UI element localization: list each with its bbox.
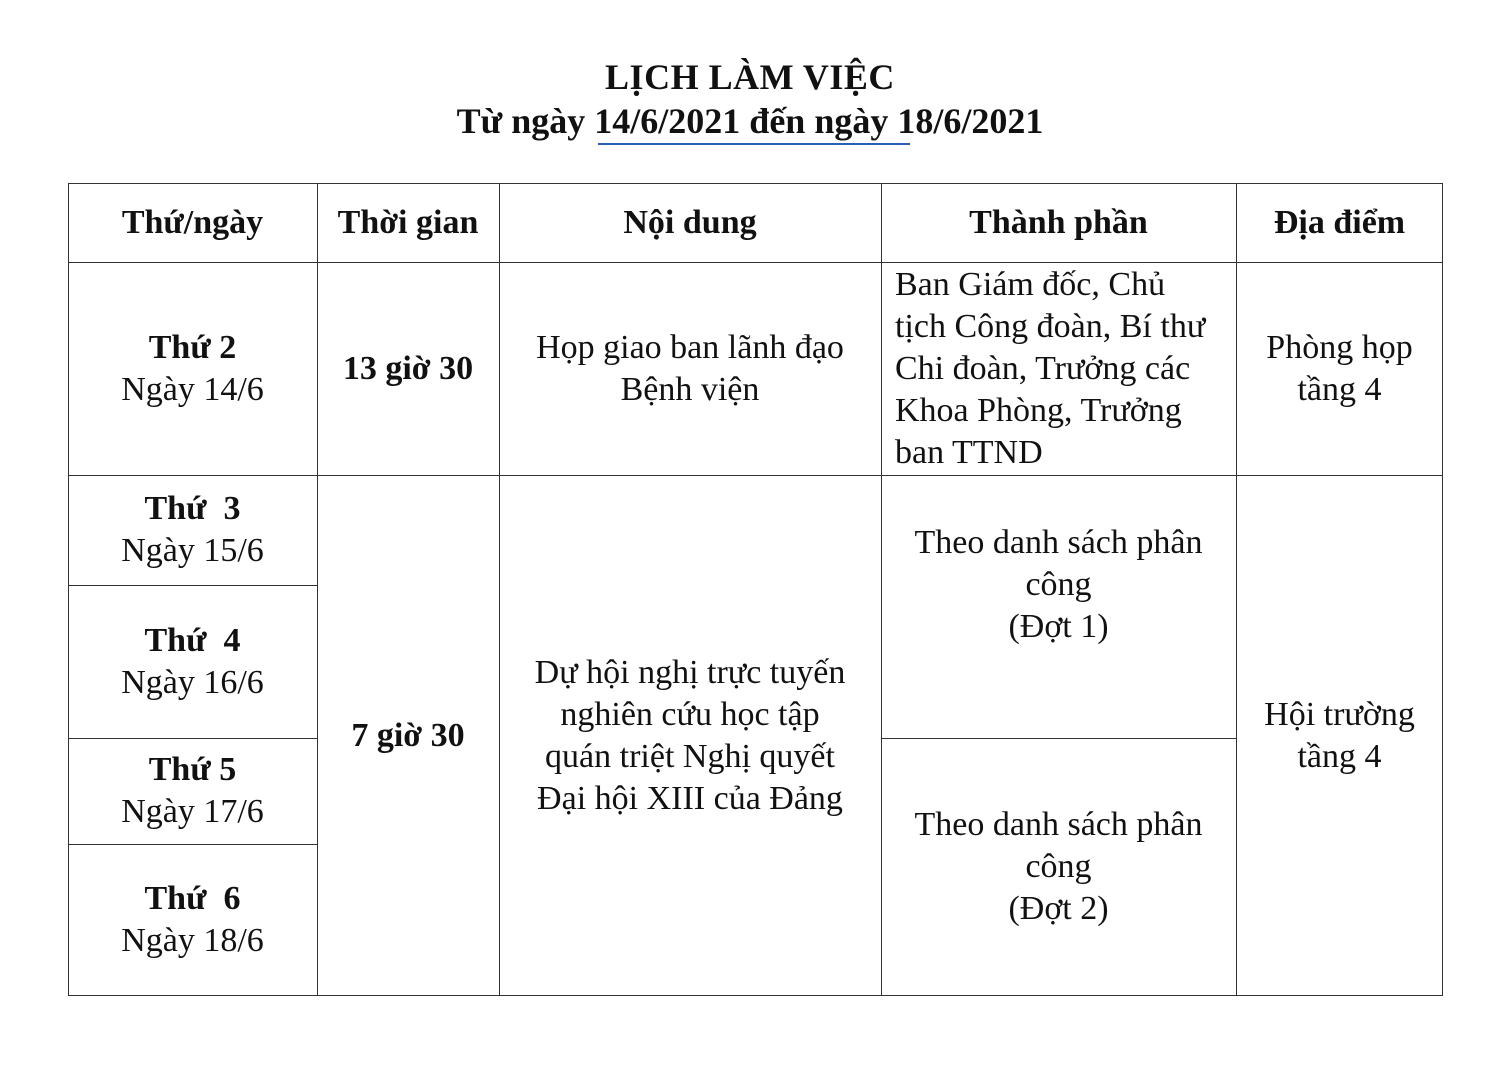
day-label: Thứ 4	[144, 621, 241, 659]
day-label: Thứ 2	[148, 328, 237, 366]
day-label: Thứ 6	[144, 880, 241, 917]
time-cell: 13 giờ 30	[342, 349, 474, 387]
day-cell-friday	[68, 844, 317, 996]
participants-cell-batch1: Theo danh sách phân công (Đợt 1)	[914, 524, 1203, 645]
day-cell-thursday	[68, 738, 317, 844]
subtitle-underline	[598, 143, 910, 145]
header-time: Thời gian	[337, 203, 479, 241]
day-label: Thứ 5	[148, 751, 237, 788]
page-title: LỊCH LÀM VIỆC	[605, 57, 895, 97]
date-label: Ngày 16/6	[121, 663, 264, 701]
content-cell: Dự hội nghị trực tuyến nghiên cứu học tập quán triệt Nghị quyết Đại hội XIII của Đảng	[534, 653, 846, 817]
date-label: Ngày 18/6	[121, 922, 264, 959]
date-label: Ngày 14/6	[121, 370, 264, 408]
day-cell-tuesday	[68, 475, 317, 585]
location-cell: Hội trường tầng 4	[1264, 695, 1415, 775]
participants-cell-batch2: Theo danh sách phân công (Đợt 2)	[914, 806, 1203, 927]
day-label: Thứ 3	[144, 490, 241, 527]
header-day: Thứ/ngày	[121, 203, 264, 241]
header-content: Nội dung	[623, 203, 757, 241]
day-cell-wednesday	[68, 585, 317, 738]
date-label: Ngày 17/6	[121, 793, 264, 830]
header-participants: Thành phần	[969, 203, 1148, 241]
participants-cell: Ban Giám đốc, Chủ tịch Công đoàn, Bí thư Chi đoàn, Trưởng các Khoa Phòng, Trưởng ban TTND	[895, 265, 1206, 471]
location-cell: Phòng họp tầng 4	[1266, 328, 1413, 408]
header-location: Địa điểm	[1273, 203, 1406, 241]
content-cell: Họp giao ban lãnh đạo Bệnh viện	[536, 328, 844, 408]
day-cell-monday	[68, 262, 317, 475]
page-subtitle: Từ ngày 14/6/2021 đến ngày 18/6/2021	[456, 101, 1044, 141]
date-label: Ngày 15/6	[121, 532, 264, 569]
time-cell: 7 giờ 30	[351, 716, 465, 754]
